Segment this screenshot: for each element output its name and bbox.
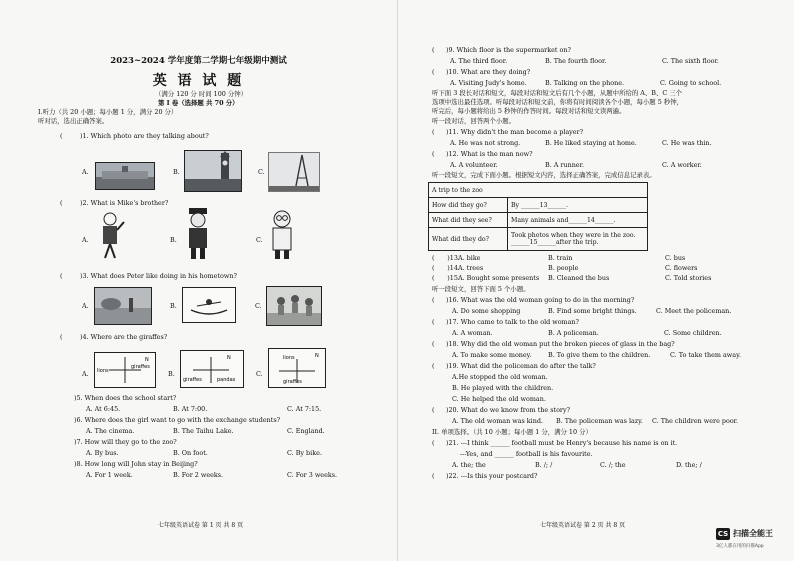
score-time: （满分 120 分 时间 100 分钟） <box>155 90 248 98</box>
q16-option-c: C. Meet the policeman. <box>656 307 732 315</box>
q11-option-b: B. He liked staying at home. <box>545 139 637 147</box>
q6-option-a: A. The cinema. <box>86 427 135 435</box>
q10-option-c: C. Going to school. <box>660 79 722 87</box>
photo-palace <box>95 162 155 190</box>
map-b-pandas-label: pandas <box>217 377 236 383</box>
map-option-c <box>268 348 326 388</box>
q10-option-b: B. Talking on the phone. <box>545 79 625 87</box>
q18-blank: ( <box>432 340 435 348</box>
map-option-b <box>180 350 244 388</box>
q4-blank: ( <box>60 333 63 341</box>
q9-blank: ( <box>432 46 435 54</box>
q20-blank: ( <box>432 406 435 414</box>
q3-b: B. <box>170 302 177 310</box>
q14-label: ( )14. <box>432 264 460 272</box>
q16-option-a: A. Do some shopping <box>452 307 521 315</box>
q21-option-c: C. /; the <box>600 461 626 469</box>
map-a-north-label: N <box>145 357 149 363</box>
q8-text: )8. How long will John stay in Beijing? <box>74 460 198 468</box>
q17-blank: ( <box>432 318 435 326</box>
q21-line1: )21. ---I think ______ football must be Henry's because his name is on it. <box>446 439 678 447</box>
q11-blank: ( <box>432 128 435 136</box>
q9-option-c: C. The sixth floor. <box>662 57 719 65</box>
map-c-giraffes-label: giraffes <box>283 379 302 385</box>
q4-text: )4. Where are the giraffes? <box>80 333 168 341</box>
q17-option-a: A. A woman. <box>452 329 493 337</box>
subsection3-title: 听一段短文，回答下面 5 个小题。 <box>432 285 530 293</box>
table-row3-answer-line2: ______15______after the trip. <box>511 239 599 246</box>
q17-option-c: C. Some children. <box>664 329 722 337</box>
q2-blank: ( <box>60 199 63 207</box>
q19-option-a: A.He stopped the old woman. <box>452 373 548 381</box>
q2-a: A. <box>82 236 89 244</box>
map-b-giraffes-label: giraffes <box>183 377 202 383</box>
q21-option-b: B. /; / <box>535 461 553 469</box>
q13-option-a: A. bike <box>458 254 481 262</box>
map-c-lions-label: lions <box>283 355 295 361</box>
q16-option-b: B. Find some bright things. <box>548 307 637 315</box>
q1-b: B. <box>173 168 180 176</box>
q6-option-c: C. England. <box>287 427 325 435</box>
table-row1-answer: By ______13______. <box>508 198 648 213</box>
q21-line2: ---Yes, and ______ football is his favourite. <box>460 450 593 458</box>
camscanner-name: 扫描全能王 <box>733 529 773 538</box>
q15-option-a: A. Bought some presents <box>458 274 540 282</box>
policeman-figure-icon <box>94 210 126 260</box>
table-row2-question: What did they see? <box>429 213 508 228</box>
q9-option-b: B. The fourth floor. <box>545 57 607 65</box>
q5-text: )5. When does the school start? <box>74 394 177 402</box>
map-option-a <box>94 352 156 388</box>
subsection1-title: 听一段对话，回答两个小题。 <box>432 117 516 125</box>
camscanner-tagline: 3亿人都在用的扫描App <box>716 544 764 549</box>
q4-c: C. <box>256 370 263 378</box>
q1-blank: ( <box>60 132 63 140</box>
q12-option-a: A. A volunteer. <box>450 161 498 169</box>
q10-blank: ( <box>432 68 435 76</box>
q12-blank: ( <box>432 150 435 158</box>
q2-b: B. <box>170 236 177 244</box>
q10-option-a: A. Visiting Judy's home. <box>450 79 527 87</box>
q15-label: ( )15. <box>432 274 460 282</box>
q1-c: C. <box>258 168 265 176</box>
q22-blank: ( <box>432 472 435 480</box>
q12-option-b: B. A runner. <box>545 161 584 169</box>
q14-option-b: B. people <box>548 264 579 272</box>
q19-option-b: B. He played with the children. <box>452 384 554 392</box>
part1-title: 第 I 卷（选择题 共 70 分） <box>158 99 239 107</box>
q20-text: )20. What do we know from the story? <box>446 406 571 414</box>
q15-option-c: C. Told stories <box>665 274 712 282</box>
q7-option-b: B. On foot. <box>173 449 208 457</box>
table-row2-answer: Many animals and______14______. <box>508 213 648 228</box>
q3-a: A. <box>82 302 89 310</box>
q22-text: )22. ---Is this your postcard? <box>446 472 538 480</box>
map-c-north-label: N <box>315 353 319 359</box>
map-a-lions-label: lions <box>97 368 109 374</box>
q11-option-c: C. He was thin. <box>662 139 712 147</box>
q20-option-b: B. The policeman was lazy. <box>556 417 643 425</box>
info-record-table <box>428 182 648 251</box>
q12-text: )12. What is the man now? <box>446 150 533 158</box>
subsection2-title: 听一段短文，完成下面小题。根据短文内容，选择正确答案，完成信息记录表。 <box>432 171 656 179</box>
photo-children-playing <box>266 286 322 326</box>
q7-option-a: A. By bus. <box>86 449 119 457</box>
q19-blank: ( <box>432 362 435 370</box>
q5-option-a: A. At 6:45. <box>86 405 121 413</box>
q13-label: ( )13. <box>432 254 460 262</box>
q7-option-c: C. By bike. <box>287 449 322 457</box>
q10-text: )10. What are they doing? <box>446 68 531 76</box>
table-title: A trip to the zoo <box>429 183 648 198</box>
q21-blank: ( <box>432 439 435 447</box>
q11-text: )11. Why didn't the man become a player? <box>446 128 584 136</box>
section1-intro: 听对话，选出正确答案。 <box>38 117 109 125</box>
q2-c: C. <box>256 236 263 244</box>
instructions-line1: 听下面 3 段长对话和短文，每段对话和短文后有几个小题，从题中所给的 A、B、C 三个 <box>432 89 683 97</box>
doctor-figure-icon <box>265 208 299 260</box>
q19-option-c: C. He helped the old woman. <box>452 395 546 403</box>
q16-blank: ( <box>432 296 435 304</box>
q9-text: )9. Which floor is the supermarket on? <box>446 46 571 54</box>
q18-option-a: A. To make some money. <box>452 351 532 359</box>
q18-option-c: C. To take them away. <box>670 351 741 359</box>
right-page-footer: 七年级英语试卷 第 2 页 共 8 页 <box>540 522 626 529</box>
q21-option-d: D. the; / <box>676 461 702 469</box>
table-row3-answer-line1: Took photos when they were in the zoo. <box>511 232 636 239</box>
q2-text: )2. What is Mike's brother? <box>80 199 169 207</box>
q18-text: )18. Why did the old woman put the broken pieces of glass in the bag? <box>446 340 675 348</box>
q14-option-c: C. flowers <box>665 264 698 272</box>
q4-a: A. <box>82 370 89 378</box>
instructions-line3: 听完后，每小题将给出 5 秒钟的作答时间。每段对话和短文读两遍。 <box>432 107 626 115</box>
q20-option-c: C. The children were poor. <box>652 417 739 425</box>
q5-option-b: B. At 7:00. <box>173 405 208 413</box>
q20-option-a: A. The old woman was kind. <box>452 417 543 425</box>
camscanner-logo-icon: CS <box>717 530 729 538</box>
photo-eiffel-tower <box>268 152 320 192</box>
q15-option-b: B. Cleaned the bus <box>548 274 610 282</box>
q21-option-a: A. the; the <box>452 461 486 469</box>
photo-boating <box>182 287 236 323</box>
q8-option-b: B. For 2 weeks. <box>173 471 224 479</box>
q1-a: A. <box>82 168 89 176</box>
section2-title: II. 单项选择。（共 10 小题；每小题 1 分，满分 10 分） <box>432 428 592 436</box>
q13-option-c: C. bus <box>665 254 686 262</box>
q19-text: )19. What did the policeman do after the talk? <box>446 362 596 370</box>
instructions-line2: 选项中选出最佳选项。听每段对话和短文前，你将有时间阅读各个小题，每小题 5 秒钟， <box>432 98 683 106</box>
q9-option-a: A. The third floor. <box>450 57 508 65</box>
q13-option-b: B. train <box>548 254 573 262</box>
left-page-footer: 七年级英语试卷 第 1 页 共 8 页 <box>158 522 244 529</box>
soldier-figure-icon <box>182 208 214 260</box>
q17-text: )17. Who came to talk to the old woman? <box>446 318 579 326</box>
q3-text: )3. What does Peter like doing in his hometown? <box>80 272 237 280</box>
q3-c: C. <box>255 302 262 310</box>
q8-option-a: A. For 1 week. <box>86 471 133 479</box>
q3-blank: ( <box>60 272 63 280</box>
q6-text: )6. Where does the girl want to go with the exchange students? <box>74 416 281 424</box>
q11-option-a: A. He was not strong. <box>450 139 521 147</box>
map-a-giraffes-label: giraffes <box>131 364 150 370</box>
q14-option-a: A. trees <box>458 264 484 272</box>
q6-option-b: B. The Taihu Lake. <box>173 427 234 435</box>
q16-text: )16. What was the old woman going to do in the morning? <box>446 296 635 304</box>
section1-title: I.听力（共 20 小题；每小题 1 分，满分 20 分） <box>38 108 178 116</box>
exam-header: 2023~2024 学年度第二学期七年级期中测试 <box>110 56 287 66</box>
q12-option-c: C. A worker. <box>662 161 702 169</box>
q1-text: )1. Which photo are they talking about? <box>80 132 209 140</box>
map-b-north-label: N <box>227 355 231 361</box>
q18-option-b: B. To give them to the children. <box>548 351 651 359</box>
q17-option-b: B. A policeman. <box>548 329 599 337</box>
photo-walking-outdoors <box>94 287 152 325</box>
table-row1-question: How did they go? <box>429 198 508 213</box>
q7-text: )7. How will they go to the zoo? <box>74 438 177 446</box>
photo-big-ben <box>184 150 242 192</box>
q8-option-c: C. For 3 weeks. <box>287 471 338 479</box>
q5-option-c: C. At 7:15. <box>287 405 322 413</box>
table-row3-question: What did they do? <box>429 228 508 251</box>
q4-b: B. <box>168 370 175 378</box>
table-row3-answer <box>508 228 648 251</box>
exam-title: 英 语 试 题 <box>152 73 245 89</box>
